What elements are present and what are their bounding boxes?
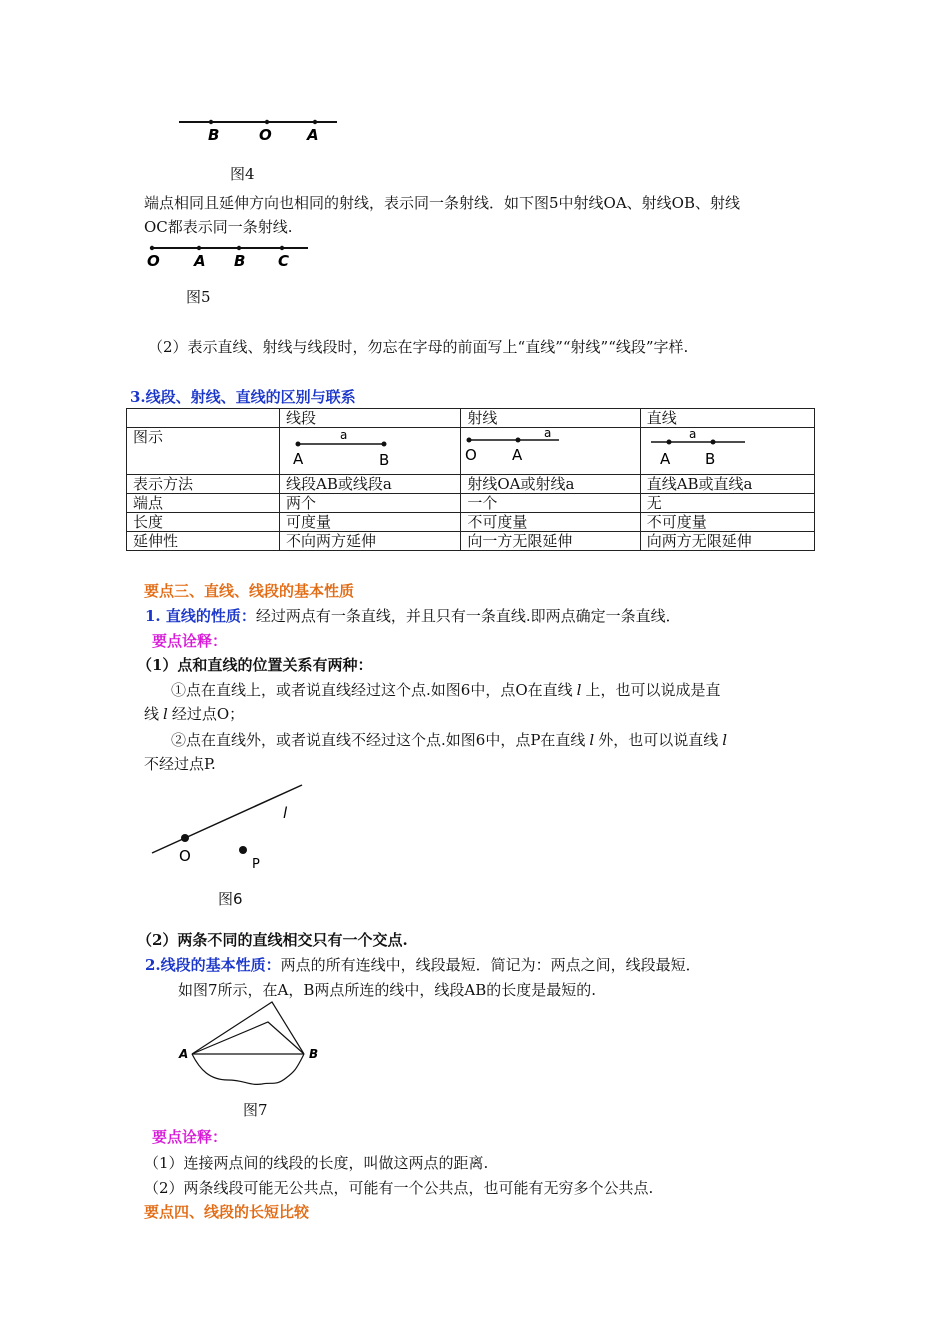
explain-item-2: （2）两条线段可能无公共点，可能有一个公共点，也可能有无穷多个公共点.	[144, 1179, 654, 1197]
table-header-cell: 线段	[280, 409, 461, 428]
line-label-p2: B	[704, 450, 715, 468]
fig6-o-label: O	[179, 847, 191, 865]
line-figure-cell	[640, 428, 814, 475]
key3-item2-text: 两点的所有连线中，线段最短．简记为：两点之间，线段最短．	[280, 956, 701, 974]
segment-label-p1: A	[293, 450, 304, 468]
table-cell: 不向两方延伸	[280, 532, 461, 551]
line-label-a: a	[688, 428, 697, 441]
figure-6	[145, 780, 315, 872]
fig6-p-label: P	[252, 857, 260, 872]
ray-figure	[461, 428, 637, 470]
circ1-line2-b: 经过点O；	[171, 705, 245, 723]
table-cell: 不可度量	[461, 513, 640, 532]
table-cell: 可度量	[280, 513, 461, 532]
key4-title: 要点四、线段的长短比较	[144, 1203, 310, 1221]
paragraph-ray-line1: 端点相同且延伸方向也相同的射线，表示同一条射线．如下图5中射线OA、射线OB、射线	[144, 194, 740, 212]
fig4-label-a: A	[307, 126, 319, 144]
circ1-line2-l: l	[163, 705, 168, 723]
circ1-text: ①点在直线上，或者说直线经过这个点.如图6中，点O在直线	[171, 681, 573, 699]
key3-item1-text: 经过两点有一条直线，并且只有一条直线.即两点确定一条直线．	[255, 607, 681, 625]
table-cell: 长度	[127, 513, 280, 532]
circ1-line2	[144, 703, 244, 725]
circ2-text: ②点在直线外，或者说直线不经过这个点.如图6中，点P在直线	[171, 731, 586, 749]
table-header-cell	[127, 409, 280, 428]
key3-item2-head: 2.线段的基本性质：	[145, 956, 281, 974]
fig5-label-o: O	[147, 252, 160, 270]
table-cell: 端点	[127, 494, 280, 513]
table-cell: 表示方法	[127, 475, 280, 494]
table-row-label: 图示	[127, 428, 280, 475]
circ1-tail: 上，也可以说成是直	[585, 681, 721, 699]
ray-label-p2: A	[512, 446, 523, 464]
fig5-label-a: A	[194, 252, 206, 270]
circ2-l2: l	[722, 731, 728, 749]
key3-sub1: （1）点和直线的位置关系有两种：	[137, 656, 373, 674]
table-cell: 延伸性	[127, 532, 280, 551]
explain-label-2: 要点诠释：	[152, 1128, 228, 1146]
table-cell: 线段AB或线段a	[280, 475, 461, 494]
table-row	[127, 494, 815, 513]
explain-label-1: 要点诠释：	[152, 632, 228, 650]
fig4-label-b: B	[208, 126, 220, 144]
fig5-caption: 图5	[186, 288, 211, 306]
fig7-label-a: A	[179, 1047, 189, 1061]
fig4-caption: 图4	[230, 165, 255, 183]
table-row	[127, 532, 815, 551]
fig6-line-label: l	[283, 804, 288, 822]
ray-figure-cell	[461, 428, 640, 475]
line-label-p1: A	[659, 450, 670, 468]
circ1-line2-a: 线	[144, 705, 160, 723]
key3-item2-line2: 如图7所示，在A，B两点所连的线中，线段AB的长度是最短的.	[178, 981, 597, 999]
paragraph-ray-line2: OC都表示同一条射线.	[144, 218, 293, 236]
circ2-l: l	[589, 731, 595, 749]
table-cell: 一个	[461, 494, 640, 513]
figure-4	[175, 110, 345, 146]
fig4-label-o: O	[259, 126, 272, 144]
ray-label-p1: O	[465, 446, 478, 464]
key3-item2	[145, 954, 701, 976]
fig6-caption: 图6	[218, 890, 243, 908]
table-row	[127, 475, 815, 494]
table-figure-row	[127, 428, 815, 475]
key3-title: 要点三、直线、线段的基本性质	[144, 582, 355, 600]
ray-label-a: a	[544, 428, 552, 440]
circ2-line1	[171, 729, 727, 751]
circ1-line1	[171, 679, 720, 701]
figure-5	[142, 240, 317, 272]
fig5-label-c: C	[278, 252, 290, 270]
segment-figure	[280, 428, 456, 470]
circ1-l: l	[576, 681, 582, 699]
circ2-line2: 不经过点P.	[144, 755, 216, 773]
fig5-label-b: B	[234, 252, 246, 270]
segment-label-p2: B	[379, 451, 390, 469]
table-row	[127, 513, 815, 532]
table-header-cell: 射线	[461, 409, 640, 428]
line-figure	[641, 428, 811, 470]
table-cell: 两个	[280, 494, 461, 513]
figure-7	[176, 1000, 326, 1092]
table-cell: 无	[640, 494, 814, 513]
table-cell: 向两方无限延伸	[640, 532, 814, 551]
note-2: （2）表示直线、射线与线段时，勿忘在字母的前面写上“直线”“射线”“线段”字样.	[148, 338, 689, 356]
comparison-table	[126, 408, 815, 551]
table-cell: 向一方无限延伸	[461, 532, 640, 551]
key3-sub2: （2）两条不同的直线相交只有一个交点.	[137, 931, 408, 949]
fig7-caption: 图7	[243, 1101, 268, 1119]
table-cell: 直线AB或直线a	[640, 475, 814, 494]
table-cell: 不可度量	[640, 513, 814, 532]
circ2-tail: 外，也可以说直线	[598, 731, 719, 749]
table-cell: 射线OA或射线a	[461, 475, 640, 494]
segment-figure-cell	[280, 428, 461, 475]
table-header-row	[127, 409, 815, 428]
table-header-cell: 直线	[640, 409, 814, 428]
explain-item-1: （1）连接两点间的线段的长度，叫做这两点的距离.	[144, 1154, 489, 1172]
key3-item1-head: 1. 直线的性质：	[145, 607, 256, 625]
section-3-title: 3.线段、射线、直线的区别与联系	[130, 388, 356, 406]
segment-label-a: a	[340, 428, 348, 442]
key3-item1	[145, 605, 681, 627]
fig7-label-b: B	[309, 1047, 319, 1061]
